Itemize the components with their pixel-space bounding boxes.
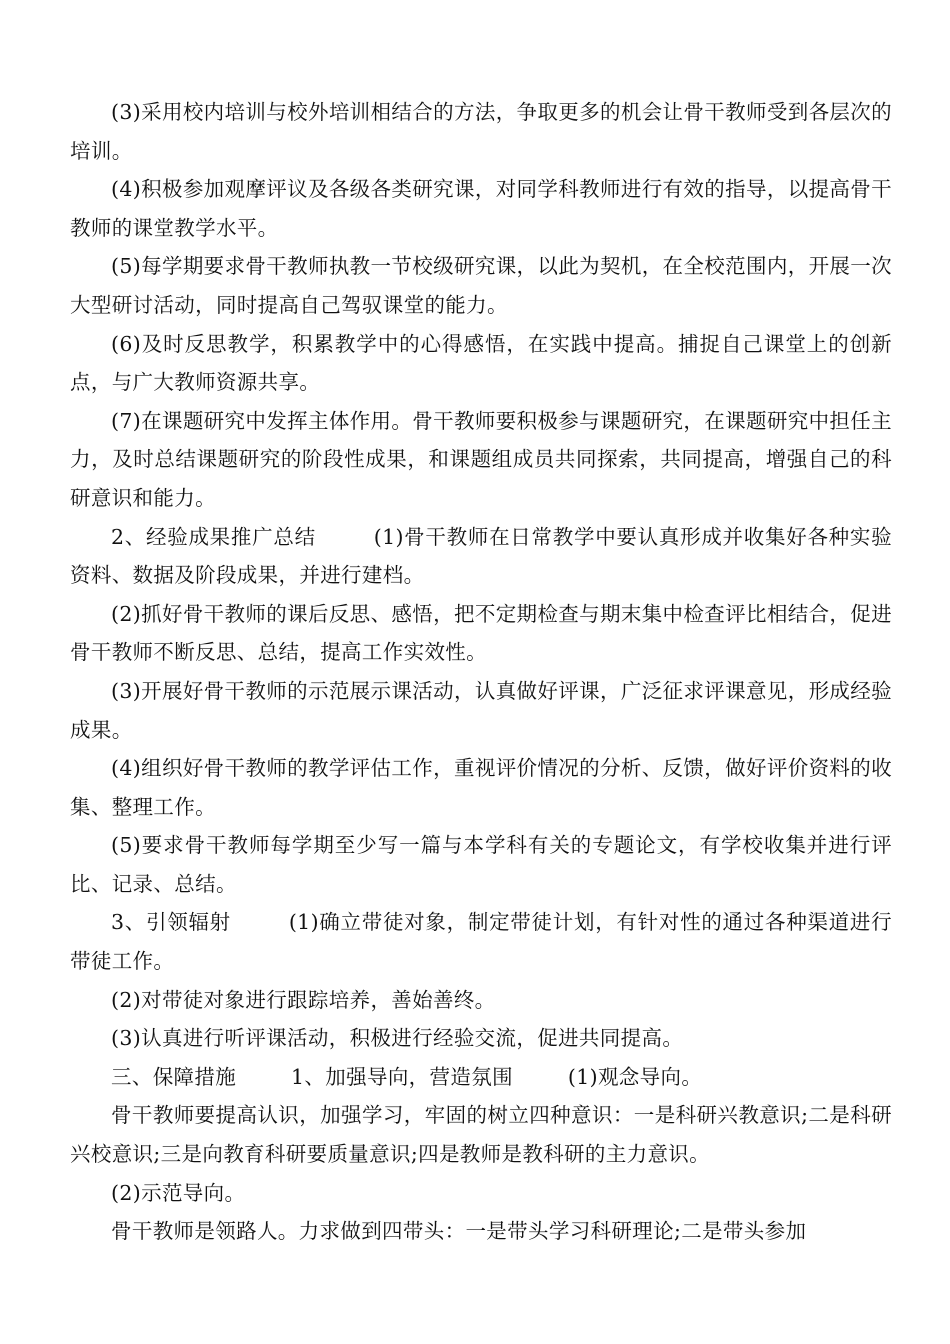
paragraph-thesis-requirement: (5)要求骨干教师每学期至少写一篇与本学科有关的专题论文，有学校收集并进行评比、记录、总结。 [70, 833, 892, 896]
paragraph-research-lesson: (5)每学期要求骨干教师执教一节校级研究课，以此为契机，在全校范围内，开展一次大型研讨活动，同时提高自己驾驭课堂的能力。 [70, 254, 892, 317]
paragraph-four-leads: 骨干教师是领路人。力求做到四带头：一是带头学习科研理论;二是带头参加 [111, 1219, 807, 1244]
paragraph-teaching-reflection: (6)及时反思教学，积累教学中的心得感悟，在实践中提高。捕捉自己课堂上的创新点，与广大教师资源共享。 [70, 331, 892, 395]
paragraph-follow-up-training: (2)对带徒对象进行跟踪培养，善始善终。 [111, 987, 496, 1012]
paragraph-research-role: (7)在课题研究中发挥主体作用。骨干教师要积极参与课题研究，在课题研究中担任主力，及时总结课题研究的阶段性成果，和课题组成员共同探索，共同提高，增强自己的科研意识和能力。 [70, 408, 892, 510]
document-body [70, 93, 892, 1251]
paragraph-teaching-evaluation: (4)组织好骨干教师的教学评估工作，重视评价情况的分析、反馈，做好评价资料的收集、整理工作。 [70, 756, 892, 819]
paragraph-experience-summary: 2、经验成果推广总结 (1)骨干教师在日常教学中要认真形成并收集好各种实验资料、数据及阶段成果，并进行建档。 [70, 524, 892, 588]
paragraph-demonstration-classes: (3)开展好骨干教师的示范展示课活动，认真做好评课，广泛征求评课意见，形成经验成果。 [70, 678, 892, 742]
paragraph-safeguard-measures: 三、保障措施 1、加强导向，营造氛围 (1)观念导向。 [111, 1064, 703, 1089]
paragraph-training-methods: (3)采用校内培训与校外培训相结合的方法，争取更多的机会让骨干教师受到各层次的培训。 [70, 100, 892, 163]
paragraph-lead-radiate: 3、引领辐射 (1)确立带徒对象，制定带徒计划，有针对性的通过各种渠道进行带徒工作。 [70, 910, 892, 974]
paragraph-observation-classes: (4)积极参加观摩评议及各级各类研究课，对同学科教师进行有效的指导，以提高骨干教师的课堂教学水平。 [70, 177, 892, 240]
paragraph-demonstration-guidance: (2)示范导向。 [111, 1180, 246, 1205]
paragraph-lesson-evaluation: (3)认真进行听评课活动，积极进行经验交流，促进共同提高。 [111, 1026, 684, 1051]
paragraph-four-awareness: 骨干教师要提高认识，加强学习，牢固的树立四种意识：一是科研兴教意识;二是科研兴校意识;三是向教育科研要质量意识;四是教师是教科研的主力意识。 [70, 1103, 892, 1167]
paragraph-after-class-reflection: (2)抓好骨干教师的课后反思、感悟，把不定期检查与期末集中检查评比相结合，促进骨干教师不断反思、总结，提高工作实效性。 [70, 601, 892, 665]
